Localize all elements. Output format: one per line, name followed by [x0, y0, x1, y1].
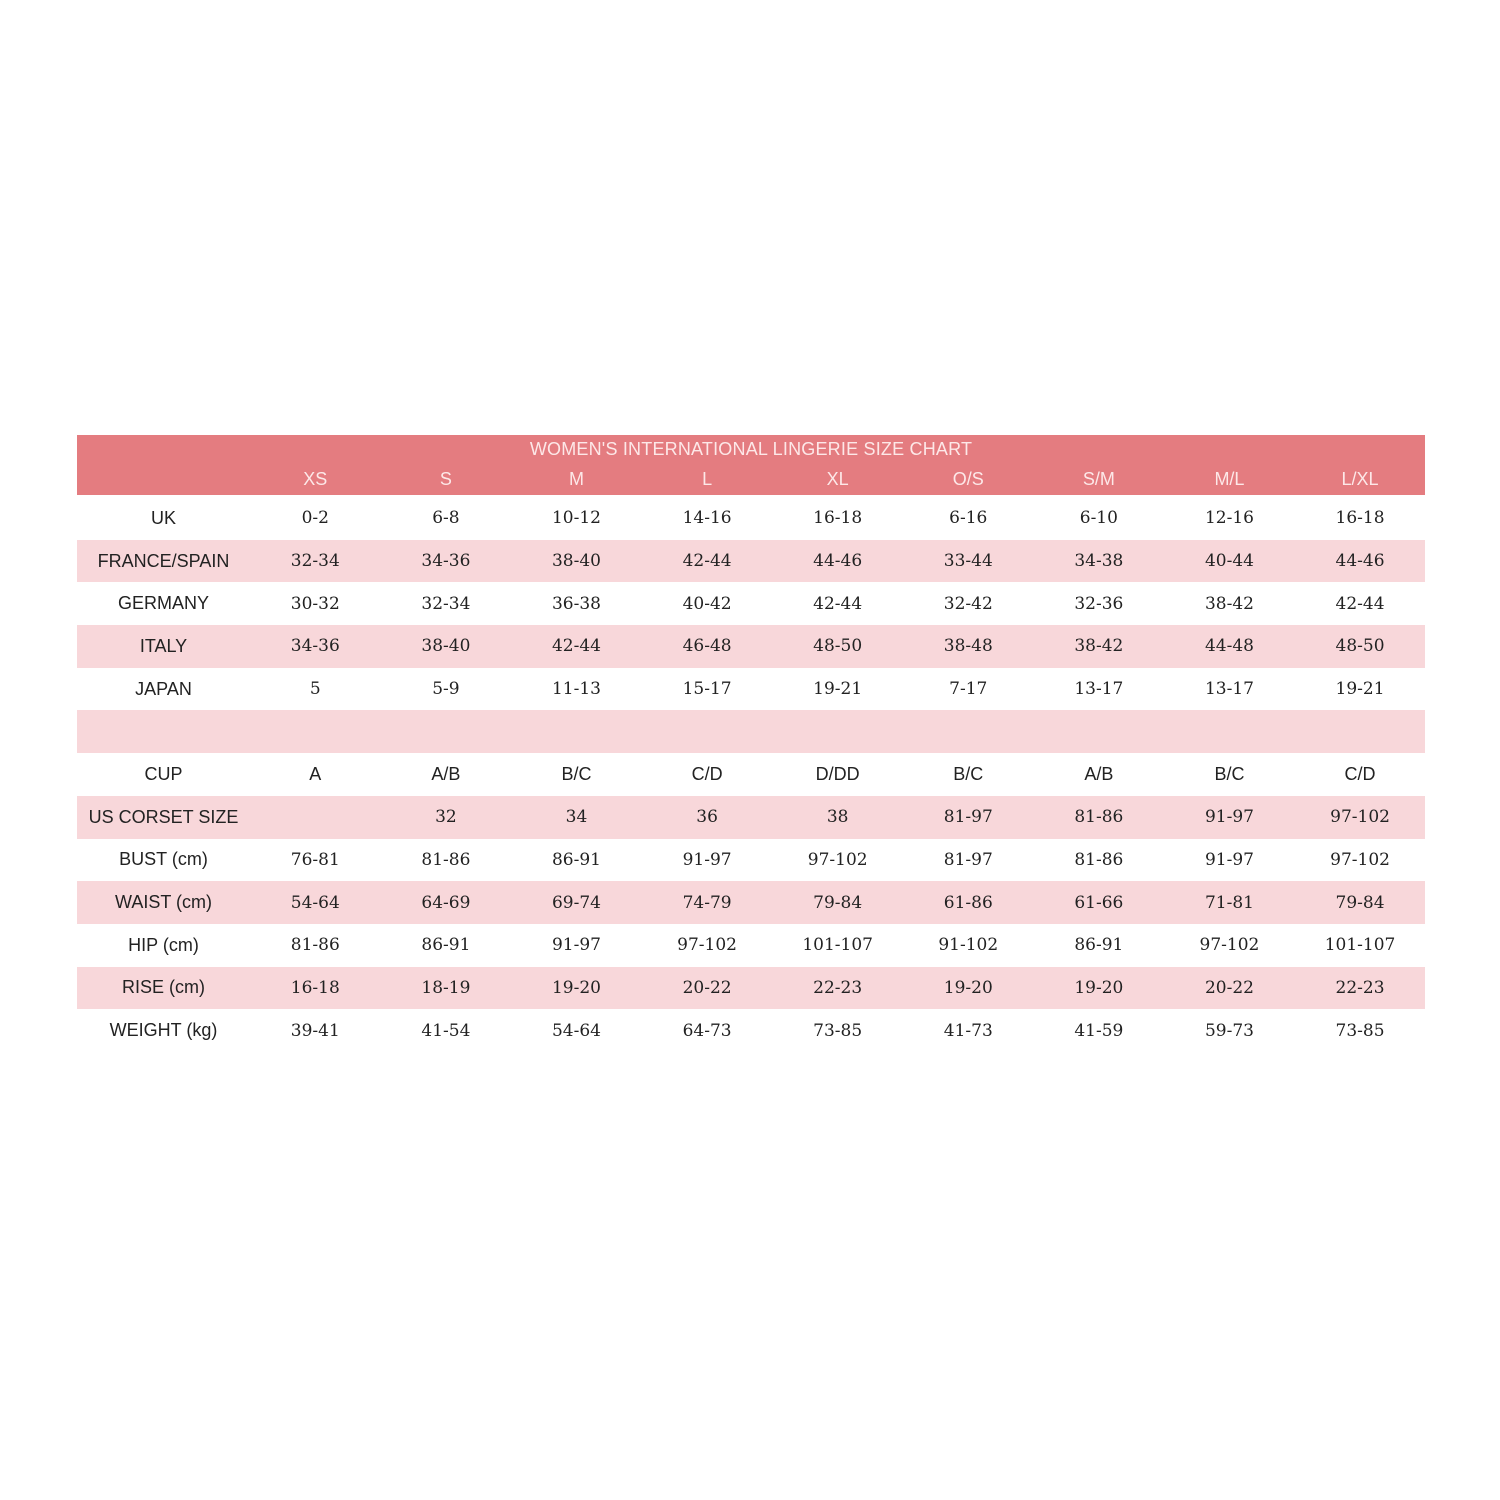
table-cell: 74-79 [682, 892, 732, 913]
table-cell: 38-40 [421, 636, 471, 657]
table-cell: 101-107 [802, 935, 873, 956]
table-cell: 42-44 [1335, 593, 1385, 614]
table-cell: 30-32 [290, 593, 340, 614]
table-cell: 76-81 [290, 849, 340, 870]
table-cell: 46-48 [682, 636, 732, 657]
row-label: JAPAN [135, 678, 192, 699]
table-cell: 40-44 [1204, 551, 1254, 572]
size-header-cell: XL [826, 469, 849, 489]
table-cell: 38-42 [1204, 593, 1254, 614]
table-cell: 19-20 [551, 977, 601, 998]
table-cell: 73-85 [1335, 1020, 1385, 1041]
table-body [77, 497, 1425, 1052]
size-header-cell: M [568, 469, 584, 489]
table-cell: 71-81 [1204, 892, 1254, 913]
table-row [77, 881, 1425, 924]
table-header [77, 435, 1425, 495]
table-row [77, 753, 1425, 796]
table-cell: 81-86 [421, 849, 471, 870]
table-row [77, 582, 1425, 625]
table-cell: 19-21 [1335, 679, 1385, 700]
table-cell: 5-9 [432, 679, 460, 700]
row-label: WEIGHT (kg) [109, 1020, 218, 1041]
table-cell: 16-18 [290, 977, 340, 998]
table-cell: 91-97 [1204, 807, 1254, 828]
table-cell: 19-21 [813, 679, 863, 700]
table-cell: 97-102 [677, 935, 737, 956]
table-cell: 38-48 [943, 636, 993, 657]
size-header-cell: L/XL [1341, 469, 1379, 489]
table-cell: 44-46 [813, 551, 863, 572]
row-label: UK [150, 507, 176, 528]
size-header-cell: M/L [1214, 469, 1245, 489]
row-label: GERMANY [117, 593, 209, 614]
table-row [77, 839, 1425, 882]
table-cell: 6-10 [1079, 508, 1118, 529]
row-label: BUST (cm) [119, 849, 208, 870]
row-label: ITALY [139, 635, 188, 656]
table-row [77, 668, 1425, 711]
table-cell: C/D [691, 763, 723, 784]
table-cell: 81-97 [943, 807, 993, 828]
table-cell: 19-20 [1074, 977, 1124, 998]
table-cell: 97-102 [1199, 935, 1260, 956]
table-cell: 101-107 [1324, 935, 1396, 956]
table-cell: 79-84 [1335, 892, 1385, 913]
size-header-cell: XS [303, 469, 328, 489]
table-cell: 36-38 [551, 593, 601, 614]
table-cell: 91-97 [1204, 849, 1254, 870]
table-cell: 54-64 [551, 1020, 601, 1041]
table-cell: 19-20 [943, 977, 993, 998]
table-cell: 97-102 [807, 849, 868, 870]
table-row [77, 625, 1425, 668]
table-cell: 39-41 [290, 1020, 340, 1041]
table-cell: 7-17 [949, 679, 988, 700]
table-cell: 69-74 [551, 892, 601, 913]
table-cell: 34 [565, 807, 588, 828]
table-cell: 40-42 [682, 593, 732, 614]
table-cell: 15-17 [682, 679, 732, 700]
table-row [77, 540, 1425, 583]
table-cell: B/C [1214, 763, 1245, 784]
table-row [77, 796, 1425, 839]
table-cell: 34-38 [1074, 551, 1124, 572]
row-label: CUP [144, 763, 183, 784]
table-cell: 36 [696, 807, 718, 828]
table-cell: 48-50 [813, 636, 863, 657]
table-cell: 20-22 [1204, 977, 1254, 998]
table-cell: 41-54 [421, 1020, 471, 1041]
table-cell: 11-13 [551, 679, 601, 700]
table-cell: 79-84 [813, 892, 863, 913]
table-cell: 5 [309, 679, 321, 700]
table-cell: 22-23 [1335, 977, 1385, 998]
table-cell: 0-2 [301, 508, 329, 529]
table-cell: 64-73 [682, 1020, 732, 1041]
table-cell: 91-97 [551, 935, 601, 956]
table-cell: A/B [431, 763, 461, 784]
table-cell: B/C [561, 763, 592, 784]
size-header-cell: L [702, 469, 713, 489]
table-cell: 42-44 [551, 636, 601, 657]
table-cell: 20-22 [682, 977, 732, 998]
table-cell: 41-59 [1074, 1020, 1124, 1041]
table-cell: 6-8 [432, 508, 460, 529]
table-cell: B/C [953, 763, 984, 784]
table-cell: 38 [826, 807, 849, 828]
table-cell: 64-69 [421, 892, 471, 913]
table-cell: 6-16 [949, 508, 988, 529]
row-label: RISE (cm) [122, 977, 205, 998]
table-cell: 32 [435, 807, 457, 828]
row-label: FRANCE/SPAIN [97, 550, 230, 571]
table-cell: C/D [1344, 763, 1376, 784]
table-cell: 59-73 [1204, 1020, 1254, 1041]
table-cell: 54-64 [290, 892, 340, 913]
table-cell: 42-44 [813, 593, 863, 614]
table-cell: 81-86 [290, 935, 340, 956]
table-cell: 34-36 [421, 551, 471, 572]
table-row [77, 924, 1425, 967]
table-cell: 22-23 [813, 977, 863, 998]
table-cell: 32-34 [290, 551, 340, 572]
table-cell: 61-86 [943, 892, 993, 913]
table-cell: 16-18 [1335, 508, 1385, 529]
table-cell: 32-34 [421, 593, 471, 614]
table-cell: 42-44 [682, 551, 732, 572]
table-cell: 41-73 [943, 1020, 993, 1041]
table-cell: 81-86 [1074, 849, 1124, 870]
size-header-cell: S [439, 469, 452, 489]
chart-title: WOMEN'S INTERNATIONAL LINGERIE SIZE CHART [529, 439, 973, 459]
table-cell: 44-48 [1204, 636, 1254, 657]
row-label: HIP (cm) [128, 934, 199, 955]
table-cell: 38-42 [1074, 636, 1124, 657]
table-cell: 13-17 [1204, 679, 1254, 700]
table-row [77, 710, 1425, 753]
table-cell: 86-91 [421, 935, 471, 956]
row-label: WAIST (cm) [115, 892, 212, 913]
table-cell: 44-46 [1335, 551, 1385, 572]
table-cell: 34-36 [290, 636, 340, 657]
table-cell: 10-12 [551, 508, 601, 529]
row-label: US CORSET SIZE [88, 806, 239, 827]
table-cell: 61-66 [1074, 892, 1124, 913]
table-cell: A/B [1084, 763, 1114, 784]
table-cell: 12-16 [1204, 508, 1254, 529]
table-cell: 86-91 [1074, 935, 1124, 956]
table-cell: D/DD [815, 763, 860, 784]
table-cell: 16-18 [813, 508, 863, 529]
table-cell: 13-17 [1074, 679, 1124, 700]
table-cell: 32-42 [943, 593, 993, 614]
table-cell: 97-102 [1330, 849, 1390, 870]
table-cell: 91-97 [682, 849, 732, 870]
table-cell: 97-102 [1330, 807, 1390, 828]
table-cell: 32-36 [1074, 593, 1124, 614]
table-row [77, 967, 1425, 1010]
table-cell: 48-50 [1335, 636, 1385, 657]
table-cell: 14-16 [682, 508, 732, 529]
size-header-cell: O/S [952, 469, 984, 489]
header-label-spacer [77, 469, 250, 490]
size-chart-table [77, 435, 1425, 1052]
table-cell: 91-102 [938, 935, 999, 956]
table-cell: 18-19 [421, 977, 471, 998]
table-row [77, 1009, 1425, 1052]
size-header-row [77, 469, 1425, 490]
table-cell: 33-44 [943, 551, 993, 572]
size-header-cell: S/M [1082, 469, 1115, 489]
table-cell: 86-91 [551, 849, 601, 870]
table-cell: 73-85 [813, 1020, 863, 1041]
table-cell: 81-97 [943, 849, 993, 870]
table-cell: A [309, 763, 322, 784]
table-cell: 38-40 [551, 551, 601, 572]
table-row [77, 497, 1425, 540]
table-cell: 81-86 [1074, 807, 1124, 828]
